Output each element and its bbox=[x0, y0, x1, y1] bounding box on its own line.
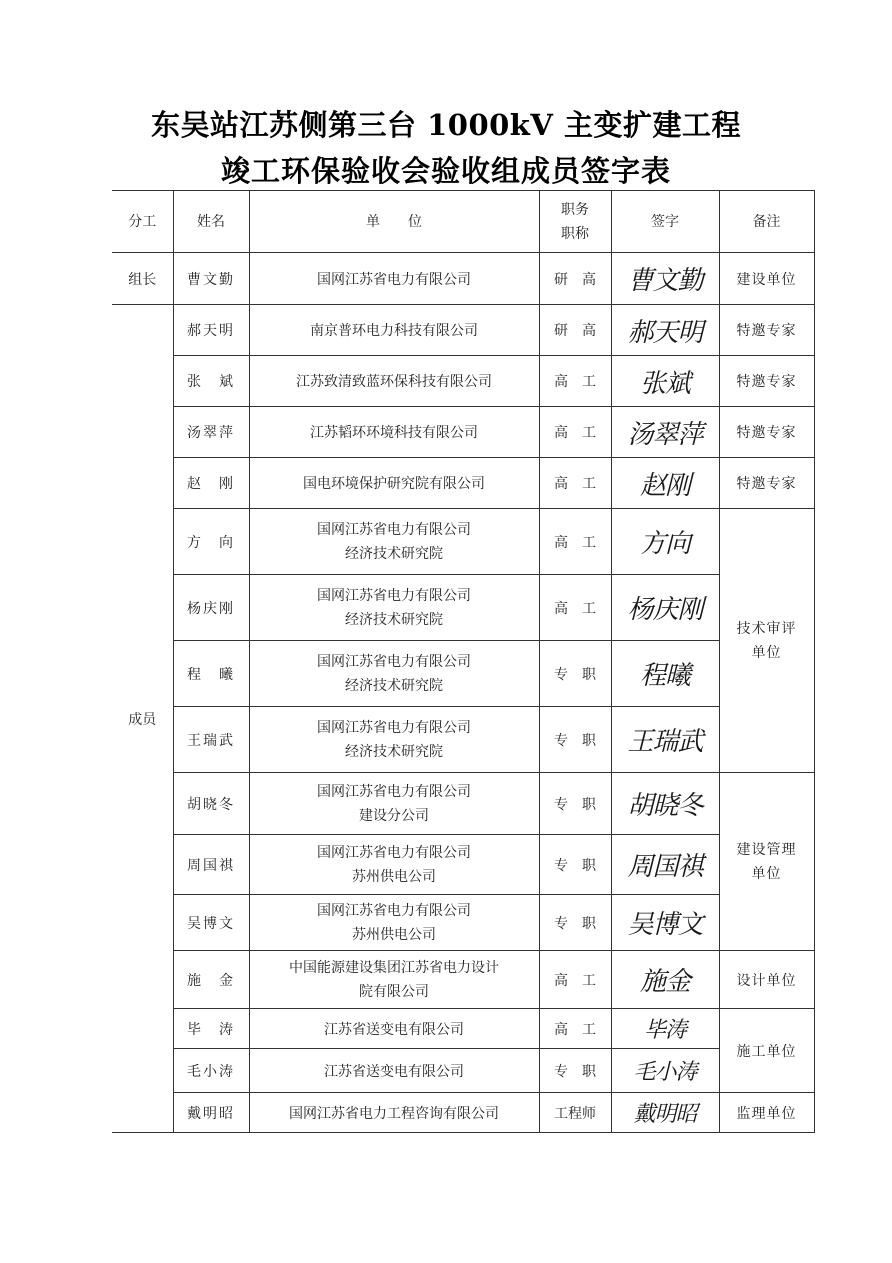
signature-table bbox=[112, 190, 815, 1133]
handwritten-signature: 张斌 bbox=[639, 368, 690, 399]
header-position-line-1: 职务 bbox=[561, 201, 589, 218]
header-position-line-2: 职称 bbox=[561, 225, 589, 242]
handwritten-signature: 赵刚 bbox=[639, 470, 690, 501]
handwritten-signature: 汤翠萍 bbox=[627, 419, 703, 450]
handwritten-signature: 程曦 bbox=[639, 661, 690, 691]
member-name: 吴博文 bbox=[173, 895, 249, 951]
member-remark: 设计单位 bbox=[719, 951, 814, 1009]
member-remark: 特邀专家 bbox=[719, 407, 814, 458]
member-name: 方 向 bbox=[173, 509, 249, 575]
member-signature bbox=[611, 458, 719, 509]
member-position: 高 工 bbox=[539, 575, 611, 641]
member-remark: 特邀专家 bbox=[719, 458, 814, 509]
member-position: 专 职 bbox=[539, 1049, 611, 1093]
member-unit-line-1: 中国能源建设集团江苏省电力设计 bbox=[289, 959, 499, 976]
member-unit: 江苏省送变电有限公司 bbox=[249, 1009, 539, 1049]
member-unit bbox=[249, 951, 539, 1009]
member-signature bbox=[611, 575, 719, 641]
member-name: 王瑞武 bbox=[173, 707, 249, 773]
member-unit: 江苏省送变电有限公司 bbox=[249, 1049, 539, 1093]
table-row bbox=[112, 1009, 814, 1049]
member-remark: 特邀专家 bbox=[719, 356, 814, 407]
table-row bbox=[112, 641, 814, 707]
member-unit bbox=[249, 835, 539, 895]
table-row bbox=[112, 253, 814, 305]
member-remark-construction-mgmt bbox=[719, 773, 814, 951]
member-signature bbox=[611, 1093, 719, 1133]
member-position: 专 职 bbox=[539, 895, 611, 951]
handwritten-signature: 吴博文 bbox=[627, 910, 703, 940]
handwritten-signature: 胡晓冬 bbox=[627, 791, 703, 821]
member-unit: 国网江苏省电力有限公司 bbox=[249, 253, 539, 305]
member-position: 高 工 bbox=[539, 1009, 611, 1049]
member-unit-line-1: 国网江苏省电力有限公司 bbox=[317, 587, 471, 604]
member-name: 周国祺 bbox=[173, 835, 249, 895]
group-leader-label: 组长 bbox=[112, 253, 173, 305]
member-unit bbox=[249, 707, 539, 773]
member-unit: 国电环境保护研究院有限公司 bbox=[249, 458, 539, 509]
member-name: 毕 涛 bbox=[173, 1009, 249, 1049]
table-row bbox=[112, 707, 814, 773]
header-name: 姓名 bbox=[173, 191, 249, 253]
member-unit-line-2: 院有限公司 bbox=[359, 983, 429, 1000]
header-row bbox=[112, 191, 814, 253]
table-row bbox=[112, 835, 814, 895]
group-member-label: 成员 bbox=[112, 305, 173, 1133]
member-remark: 建设单位 bbox=[719, 253, 814, 305]
member-unit-line-2: 苏州供电公司 bbox=[352, 926, 436, 943]
member-position: 专 职 bbox=[539, 835, 611, 895]
handwritten-signature: 周国祺 bbox=[627, 852, 703, 882]
document-title-line-1: 东吴站江苏侧第三台 1000kV 主变扩建工程 bbox=[151, 108, 741, 142]
member-position: 高 工 bbox=[539, 509, 611, 575]
header-unit: 单 位 bbox=[249, 191, 539, 253]
member-name: 张 斌 bbox=[173, 356, 249, 407]
header-position bbox=[539, 191, 611, 253]
member-position: 高 工 bbox=[539, 951, 611, 1009]
member-unit: 江苏致清致蓝环保科技有限公司 bbox=[249, 356, 539, 407]
handwritten-signature: 曹文勤 bbox=[627, 266, 703, 296]
member-name: 汤翠萍 bbox=[173, 407, 249, 458]
member-position: 高 工 bbox=[539, 407, 611, 458]
member-remark-tech-review bbox=[719, 509, 814, 773]
member-name: 施 金 bbox=[173, 951, 249, 1009]
handwritten-signature: 毕涛 bbox=[643, 1018, 686, 1043]
member-position: 专 职 bbox=[539, 773, 611, 835]
member-signature bbox=[611, 1049, 719, 1093]
member-unit bbox=[249, 895, 539, 951]
member-position: 工程师 bbox=[539, 1093, 611, 1133]
header-remark: 备注 bbox=[719, 191, 814, 253]
member-unit bbox=[249, 509, 539, 575]
member-unit bbox=[249, 773, 539, 835]
handwritten-signature: 郝天明 bbox=[627, 317, 703, 348]
member-unit-line-1: 国网江苏省电力有限公司 bbox=[317, 783, 471, 800]
member-remark: 监理单位 bbox=[719, 1093, 814, 1133]
handwritten-signature: 毛小涛 bbox=[633, 1060, 697, 1085]
member-signature bbox=[611, 835, 719, 895]
member-position: 专 职 bbox=[539, 707, 611, 773]
member-unit: 国网江苏省电力工程咨询有限公司 bbox=[249, 1093, 539, 1133]
member-unit-line-1: 国网江苏省电力有限公司 bbox=[317, 902, 471, 919]
member-signature bbox=[611, 407, 719, 458]
table-row bbox=[112, 895, 814, 951]
member-signature bbox=[611, 773, 719, 835]
table-row bbox=[112, 773, 814, 835]
member-remark-construction: 施工单位 bbox=[719, 1009, 814, 1093]
table-row bbox=[112, 458, 814, 509]
member-unit-line-1: 国网江苏省电力有限公司 bbox=[317, 844, 471, 861]
table-row bbox=[112, 356, 814, 407]
handwritten-signature: 杨庆刚 bbox=[627, 595, 703, 625]
member-unit-line-2: 经济技术研究院 bbox=[345, 545, 443, 562]
handwritten-signature: 方向 bbox=[639, 529, 690, 559]
member-name: 毛小涛 bbox=[173, 1049, 249, 1093]
member-unit-line-1: 国网江苏省电力有限公司 bbox=[317, 719, 471, 736]
member-unit-line-2: 经济技术研究院 bbox=[345, 677, 443, 694]
remark-construction-mgmt-line-1: 建设管理 bbox=[736, 841, 797, 858]
member-signature bbox=[611, 951, 719, 1009]
member-unit: 南京普环电力科技有限公司 bbox=[249, 305, 539, 356]
member-name: 赵 刚 bbox=[173, 458, 249, 509]
member-name: 胡晓冬 bbox=[173, 773, 249, 835]
member-signature bbox=[611, 356, 719, 407]
remark-tech-review-line-2: 单位 bbox=[751, 644, 782, 661]
member-unit-line-2: 苏州供电公司 bbox=[352, 868, 436, 885]
member-unit-line-2: 经济技术研究院 bbox=[345, 743, 443, 760]
member-unit bbox=[249, 575, 539, 641]
member-name: 程 曦 bbox=[173, 641, 249, 707]
member-signature bbox=[611, 253, 719, 305]
member-position: 高 工 bbox=[539, 458, 611, 509]
handwritten-signature: 王瑞武 bbox=[627, 727, 703, 757]
member-unit-line-2: 建设分公司 bbox=[359, 807, 429, 824]
header-signature: 签字 bbox=[611, 191, 719, 253]
handwritten-signature: 戴明昭 bbox=[633, 1102, 697, 1127]
table-row bbox=[112, 951, 814, 1009]
member-name: 杨庆刚 bbox=[173, 575, 249, 641]
member-unit-line-1: 国网江苏省电力有限公司 bbox=[317, 521, 471, 538]
member-signature bbox=[611, 509, 719, 575]
member-signature bbox=[611, 305, 719, 356]
member-signature bbox=[611, 641, 719, 707]
member-unit-line-1: 国网江苏省电力有限公司 bbox=[317, 653, 471, 670]
table-row bbox=[112, 509, 814, 575]
document-title-line-2: 竣工环保验收会验收组成员签字表 bbox=[220, 154, 671, 188]
member-position: 研 高 bbox=[539, 253, 611, 305]
table-row bbox=[112, 305, 814, 356]
member-unit bbox=[249, 641, 539, 707]
member-position: 研 高 bbox=[539, 305, 611, 356]
remark-tech-review-line-1: 技术审评 bbox=[736, 620, 797, 637]
member-unit: 江苏韬环环境科技有限公司 bbox=[249, 407, 539, 458]
table-row bbox=[112, 575, 814, 641]
table-row bbox=[112, 1093, 814, 1133]
member-name: 郝天明 bbox=[173, 305, 249, 356]
table-row bbox=[112, 407, 814, 458]
member-name: 戴明昭 bbox=[173, 1093, 249, 1133]
member-signature bbox=[611, 707, 719, 773]
table-row bbox=[112, 1049, 814, 1093]
member-unit-line-2: 经济技术研究院 bbox=[345, 611, 443, 628]
member-signature bbox=[611, 895, 719, 951]
header-role: 分工 bbox=[112, 191, 173, 253]
handwritten-signature: 施金 bbox=[639, 967, 690, 997]
member-signature bbox=[611, 1009, 719, 1049]
member-position: 高 工 bbox=[539, 356, 611, 407]
remark-construction-mgmt-line-2: 单位 bbox=[751, 865, 782, 882]
member-remark: 特邀专家 bbox=[719, 305, 814, 356]
member-position: 专 职 bbox=[539, 641, 611, 707]
member-name: 曹文勤 bbox=[173, 253, 249, 305]
